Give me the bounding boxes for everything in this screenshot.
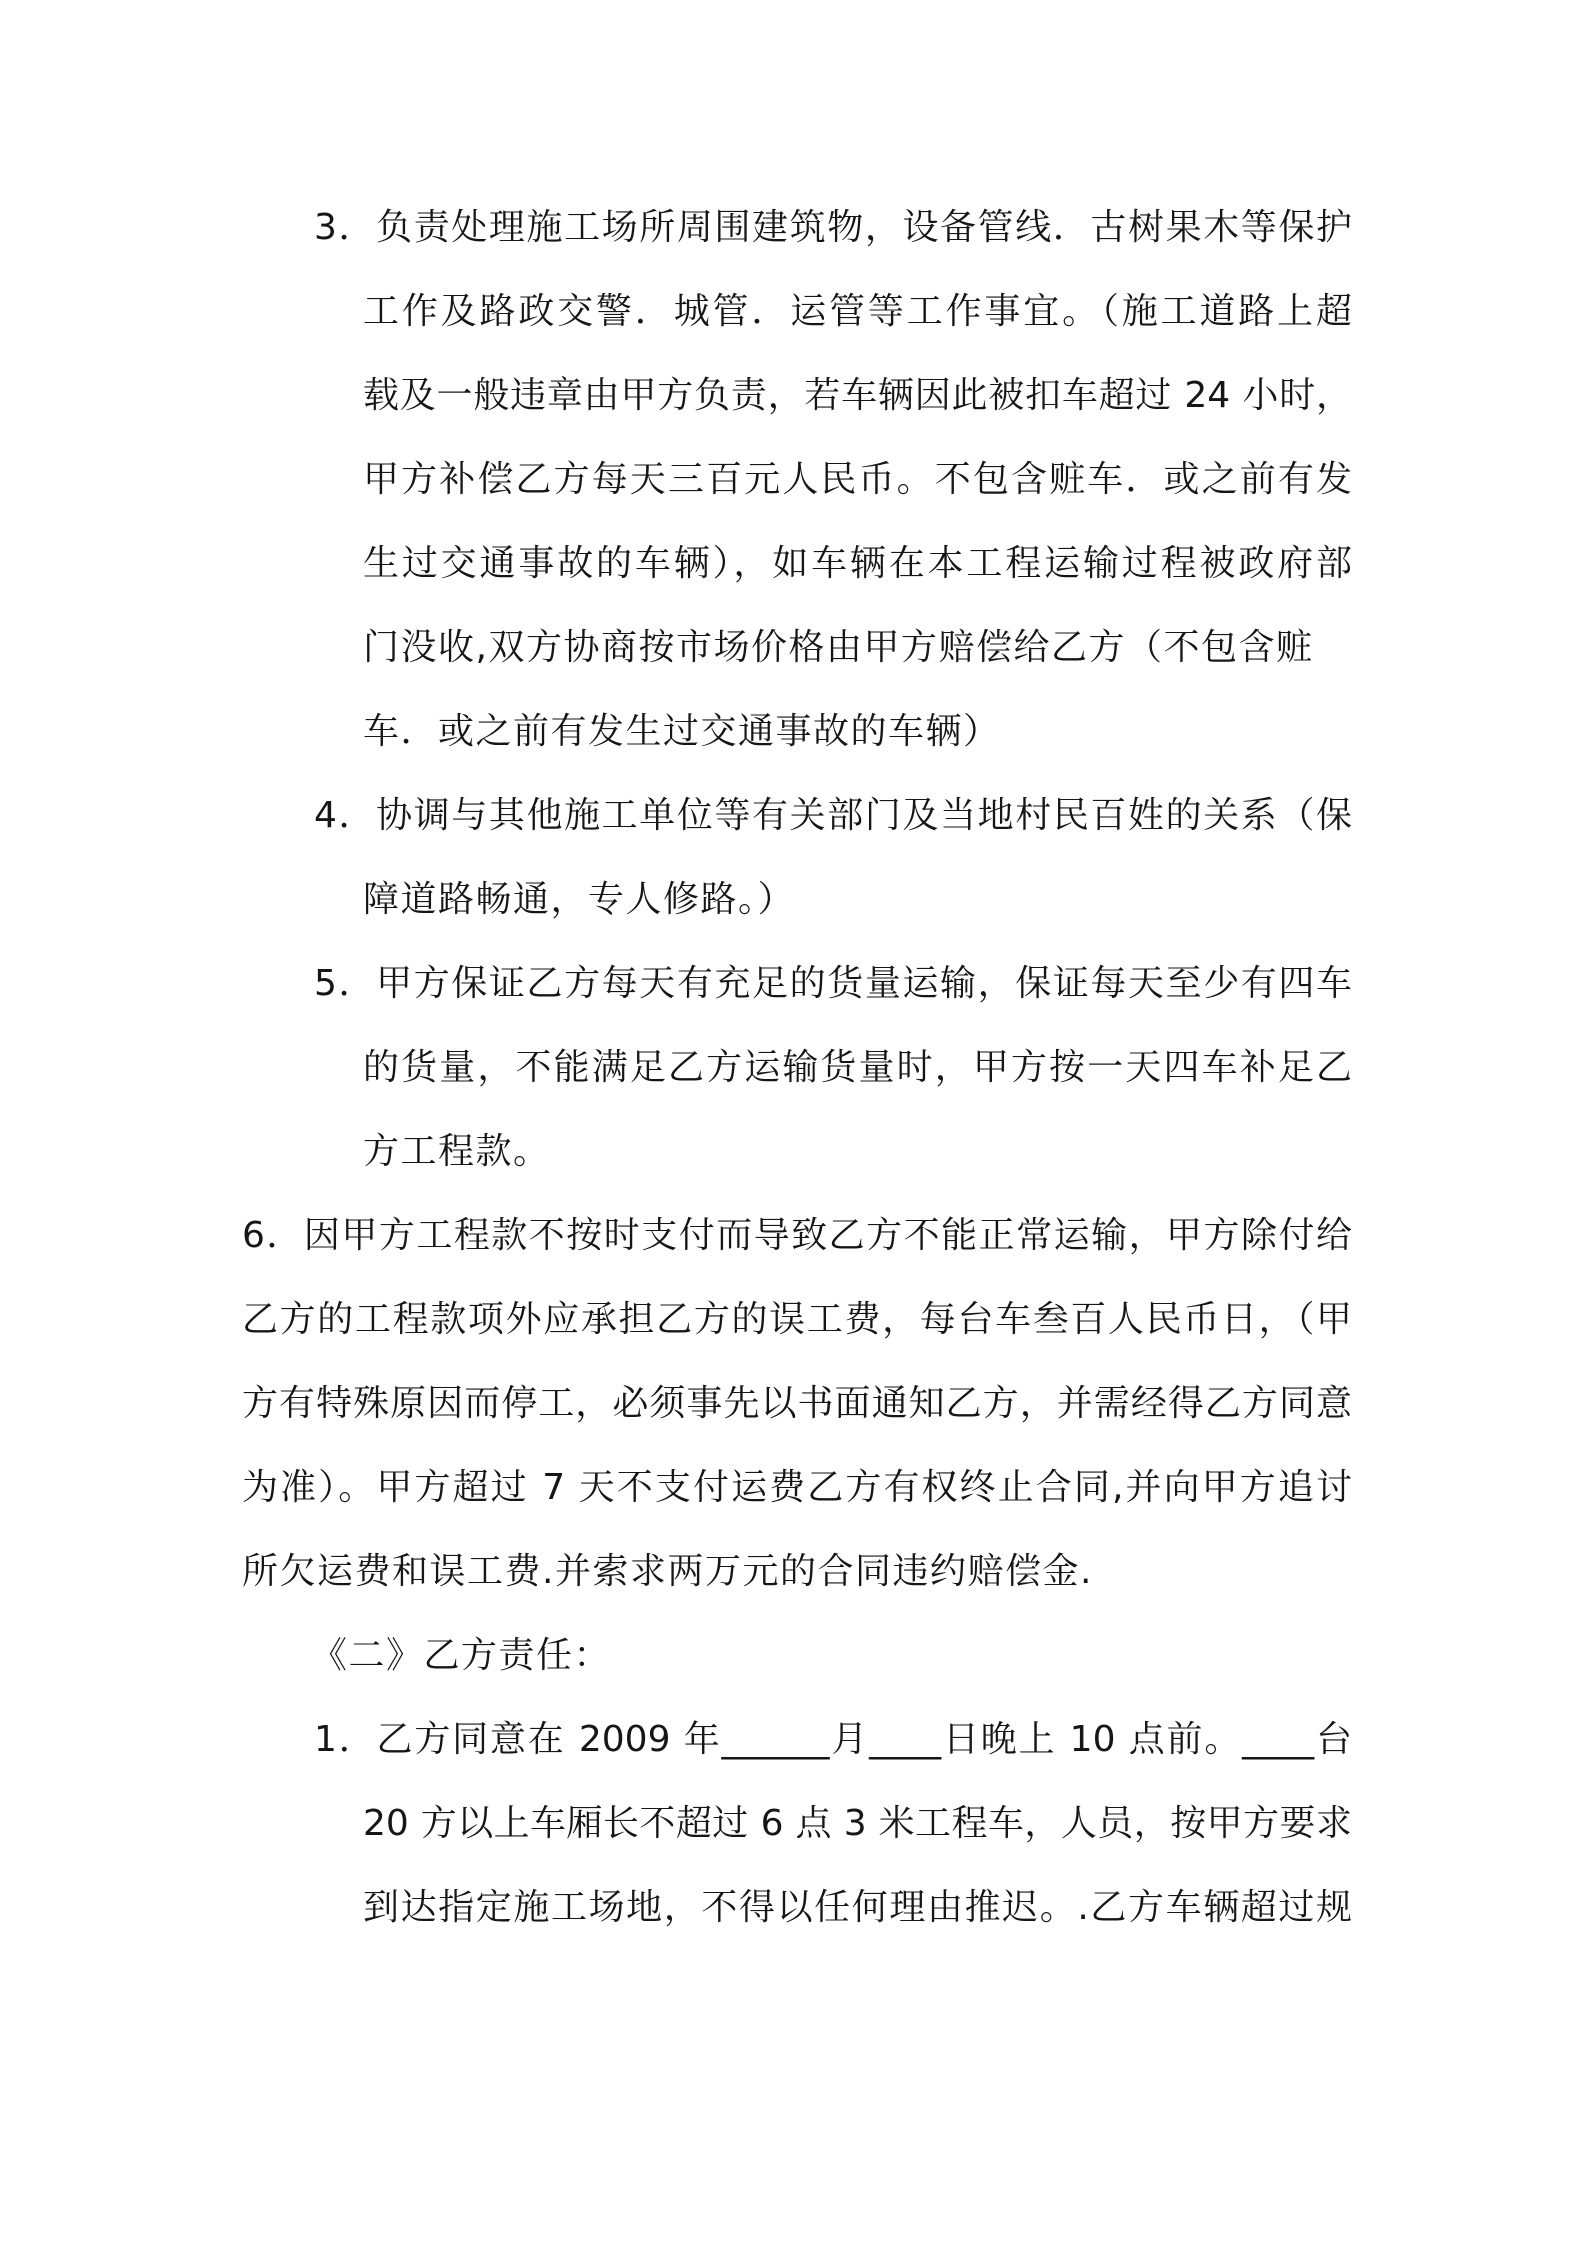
clause-4-line-2: 障道路畅通，专人修路。） [363,879,796,920]
clause-6-line-5: 所欠运费和误工费.并索求两万元的合同违约赔偿金. [242,1551,1093,1592]
clause-3-line-7: 车．或之前有发生过交通事故的车辆） [363,711,1001,752]
party-b-clause-1-line-2: 20 方以上车厢长不超过 6 点 3 米工程车，人员，按甲方要求 [363,1803,1352,1844]
clause-5-line-2: 的货量，不能满足乙方运输货量时，甲方按一天四车补足乙 [363,1047,1352,1088]
party-b-clause-1-line-1: 1．乙方同意在 2009 年______月____日晚上 10 点前。____台 [314,1719,1352,1760]
clause-5-line-3: 方工程款。 [363,1131,551,1172]
clause-4-line-1: 4．协调与其他施工单位等有关部门及当地村民百姓的关系（保 [314,795,1352,836]
clause-3-line-5: 生过交通事故的车辆），如车辆在本工程运输过程被政府部 [363,543,1352,584]
document-body [0,186,1586,1950]
clause-5-line-1: 5．甲方保证乙方每天有充足的货量运输，保证每天至少有四车 [314,963,1352,1004]
clause-6-line-2: 乙方的工程款项外应承担乙方的误工费，每台车叁百人民币日，（甲 [242,1299,1352,1340]
clause-6-line-4: 为准）。甲方超过 7 天不支付运费乙方有权终止合同,并向甲方追讨 [242,1467,1352,1508]
clause-6-line-1: 6．因甲方工程款不按时支付而导致乙方不能正常运输，甲方除付给 [242,1215,1352,1256]
clause-3-line-6: 门没收,双方协商按市场价格由甲方赔偿给乙方（不包含赃 [363,627,1314,668]
clause-3-line-3: 载及一般违章由甲方负责，若车辆因此被扣车超过 24 小时， [363,375,1352,416]
clause-6-line-3: 方有特殊原因而停工，必须事先以书面通知乙方，并需经得乙方同意 [242,1383,1352,1424]
party-b-clause-1-line-3: 到达指定施工场地，不得以任何理由推迟。.乙方车辆超过规 [363,1887,1352,1928]
clause-3-line-1: 3．负责处理施工场所周围建筑物，设备管线．古树果木等保护 [314,207,1352,248]
party-b-heading: 《二》乙方责任： [311,1635,612,1676]
clause-3-line-2: 工作及路政交警．城管．运管等工作事宜。（施工道路上超 [363,291,1352,332]
clause-3-line-4: 甲方补偿乙方每天三百元人民币。不包含赃车．或之前有发 [363,459,1352,500]
